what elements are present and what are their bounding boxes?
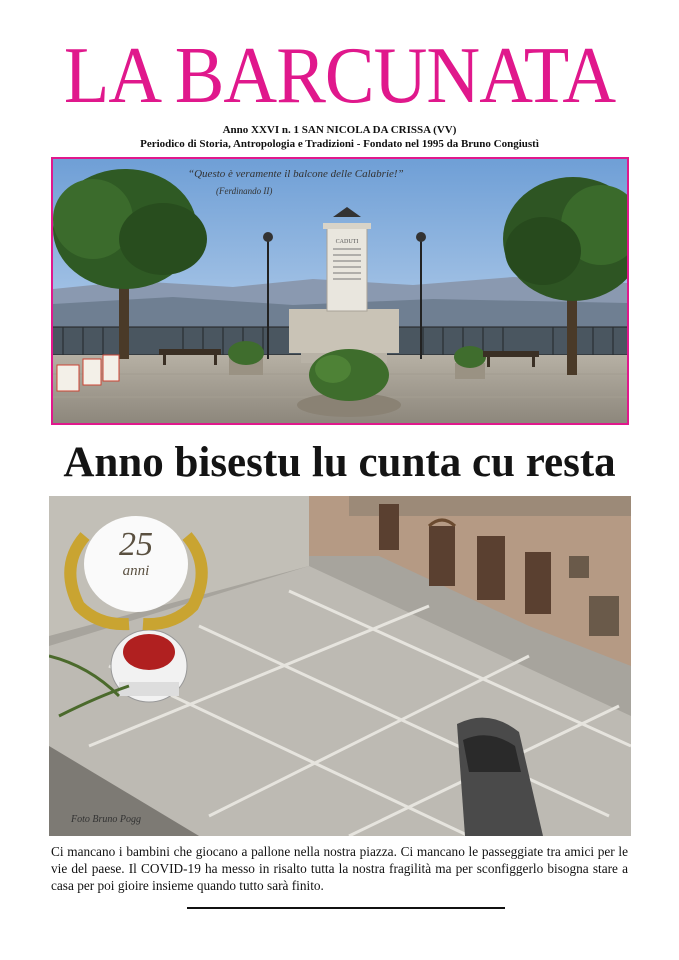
cover-quote: “Questo è veramente il balcone delle Calabrie!” [188, 168, 404, 180]
divider-rule [187, 907, 505, 909]
cover-photo-belvedere [51, 157, 629, 425]
publication-tagline: Periodico di Storia, Antropologia e Tradizioni - Fondato nel 1995 da Bruno Congiustì [140, 138, 539, 150]
anniversary-number: 25 [119, 526, 153, 563]
square-photo [49, 496, 631, 836]
planter-left [228, 341, 264, 375]
monument-inscription: CADUTI [335, 239, 359, 245]
headline: Anno bisestu lu cunta cu resta [63, 439, 616, 486]
planter-right [454, 346, 486, 379]
photo-credit: Foto Bruno Pogg [71, 814, 141, 825]
issue-line: Anno XXVI n. 1 SAN NICOLA DA CRISSA (VV) [222, 124, 457, 136]
white-car [111, 630, 187, 702]
masthead-title: LA BARCUNATA [63, 32, 616, 120]
anniversary-word: anni [122, 563, 150, 579]
caption-paragraph: Ci mancano i bambini che giocano a pallone nella nostra piazza. Ci mancano le passeggiate tra amici per le vie del paese. Il COVID-19 ha messo in risalto tutta la nostra fragilità ma per sconfiggerlo bisogna stare a casa per poi gioire insieme quando tutto sarà finito. [51, 844, 628, 893]
cover-quote-author: (Ferdinando II) [216, 186, 273, 196]
